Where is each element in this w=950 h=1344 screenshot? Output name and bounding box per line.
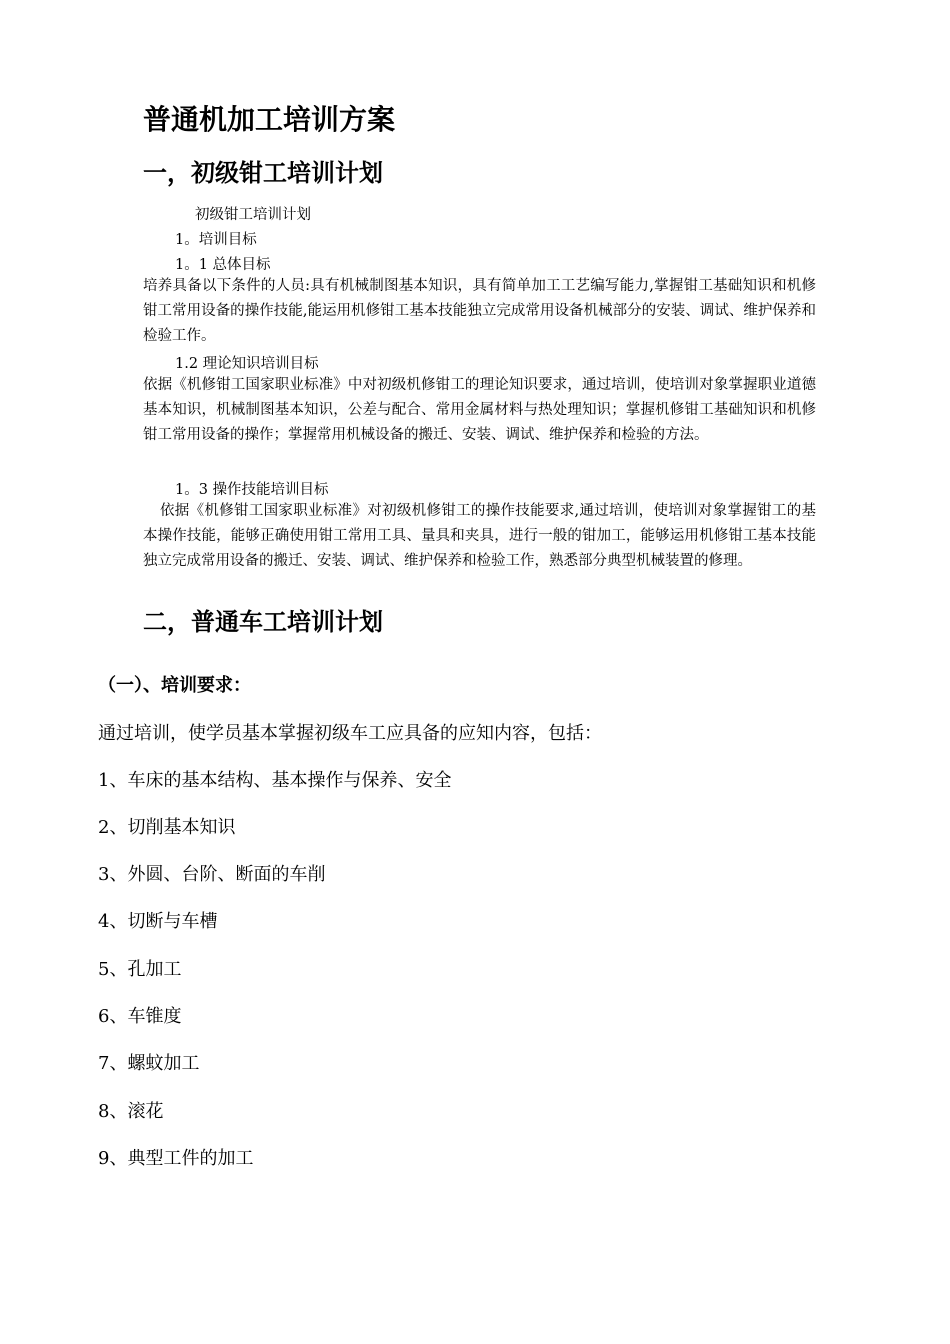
training-goal-heading: 1。培训目标	[175, 232, 257, 248]
list-item: 2、切削基本知识	[98, 817, 236, 838]
section1-subtitle: 初级钳工培训计划	[195, 207, 311, 223]
list-item: 6、车锥度	[98, 1006, 182, 1027]
list-item: 9、典型工件的加工	[98, 1148, 254, 1169]
list-item: 1、车床的基本结构、基本操作与保养、安全	[98, 770, 452, 791]
skill-goal-paragraph: 依据《机修钳工国家职业标准》对初级机修钳工的操作技能要求,通过培训，使培训对象掌握钳工的基本操作技能，能够正确使用钳工常用工具、量具和夹具，进行一般的钳加工，能够运用机修钳工基本技能独立完成常用设备的搬迁、安装、调试、维护保养和检验工作，熟悉部分典型机械装置的修理。	[143, 503, 816, 569]
theory-goal-paragraph: 依据《机修钳工国家职业标准》中对初级机修钳工的理论知识要求，通过培训，使培训对象掌握职业道德基本知识，机械制图基本知识，公差与配合、常用金属材料与热处理知识；掌握机修钳工基础知识和机修钳工常用设备的操作；掌握常用机械设备的搬迁、安装、调试、维护保养和检验的方法。	[143, 377, 816, 443]
overall-goal-heading: 1。1 总体目标	[175, 257, 271, 273]
section2-heading: 二，普通车工培训计划	[143, 607, 383, 636]
theory-goal-heading: 1.2 理论知识培训目标	[175, 356, 319, 372]
document-title: 普通机加工培训方案	[143, 103, 396, 136]
list-item: 8、滚花	[98, 1101, 164, 1122]
skill-goal-heading: 1。3 操作技能培训目标	[175, 482, 329, 498]
list-item: 7、螺蚊加工	[98, 1053, 200, 1074]
section1-heading: 一，初级钳工培训计划	[143, 158, 383, 187]
overall-goal-paragraph: 培养具备以下条件的人员:具有机械制图基本知识，具有简单加工工艺编写能力,掌握钳工基础知识和机修钳工常用设备的操作技能,能运用机修钳工基本技能独立完成常用设备机械部分的安装、调试、维护保养和检验工作。	[143, 278, 816, 344]
list-item: 3、外圆、台阶、断面的车削	[98, 864, 326, 885]
requirements-intro: 通过培训，使学员基本掌握初级车工应具备的应知内容，包括：	[98, 723, 602, 744]
list-item: 4、切断与车槽	[98, 911, 218, 932]
list-item: 5、孔加工	[98, 959, 182, 980]
requirements-heading: （一）、培训要求：	[98, 675, 251, 696]
